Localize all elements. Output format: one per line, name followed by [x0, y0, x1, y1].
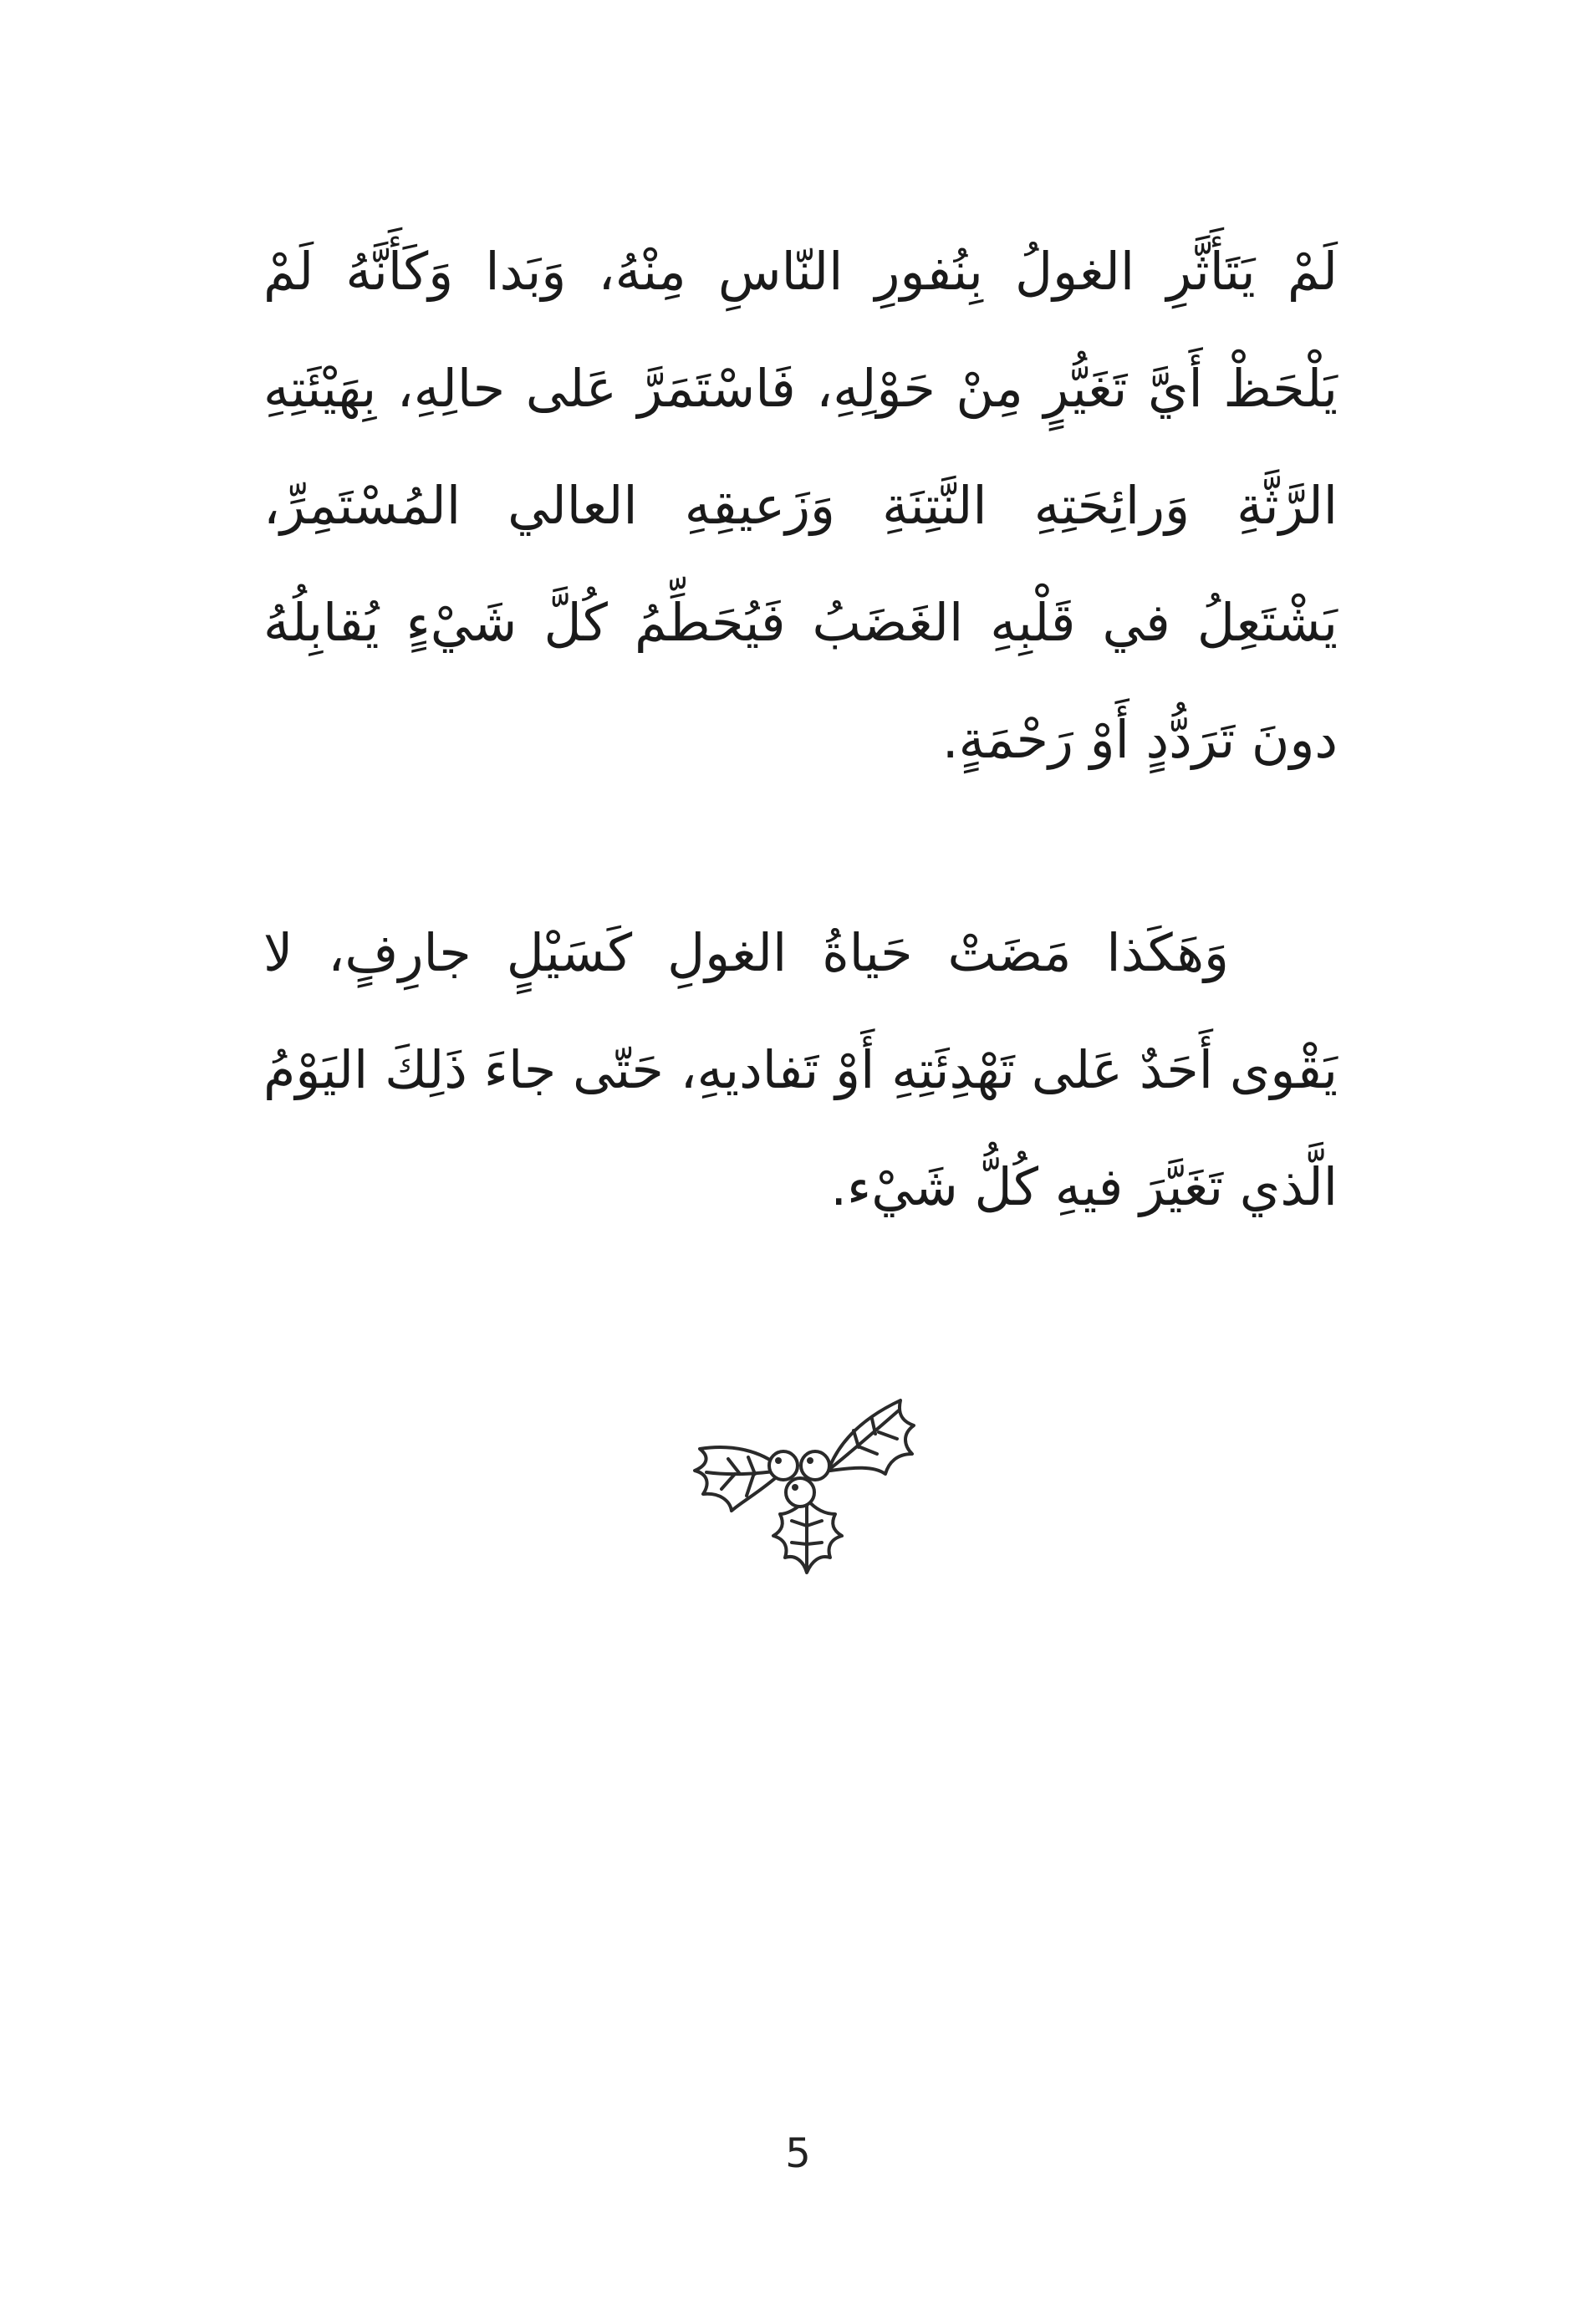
paragraph-2-text: وَهَكَذا مَضَتْ حَياةُ الغولِ كَسَيْلٍ جارِفٍ، لا يَقْوى أَحَدٌ عَلى تَهْدِئَتِهِ أَوْ تَفاديهِ، حَتّى جاءَ ذَلِكَ اليَوْمُ الَّذي تَغَيَّرَ فيهِ كُلُّ شَيْء.: [263, 922, 1338, 1217]
paragraph-1: [263, 213, 1338, 798]
paragraph-2: [263, 895, 1338, 1246]
holly-berries-icon: [681, 1367, 932, 1576]
paragraph-1-text: لَمْ يَتَأَثَّرِ الغولُ بِنُفورِ النّاسِ مِنْهُ، وَبَدا وَكَأَنَّهُ لَمْ يَلْحَظْ أَيَّ تَغَيُّرٍ مِنْ حَوْلِهِ، فَاسْتَمَرَّ عَلى حالِهِ، بِهَيْئَتِهِ الرَّثَّةِ وَرائِحَتِهِ النَّتِنَةِ وَزَعيقِهِ العالي المُسْتَمِرِّ، يَشْتَعِلُ في قَلْبِهِ الغَضَبُ فَيُحَطِّمُ كُلَّ شَيْءٍ يُقابِلُهُ دونَ تَرَدُّدٍ أَوْ رَحْمَةٍ.: [263, 241, 1338, 770]
page-number: 5: [785, 2130, 811, 2177]
